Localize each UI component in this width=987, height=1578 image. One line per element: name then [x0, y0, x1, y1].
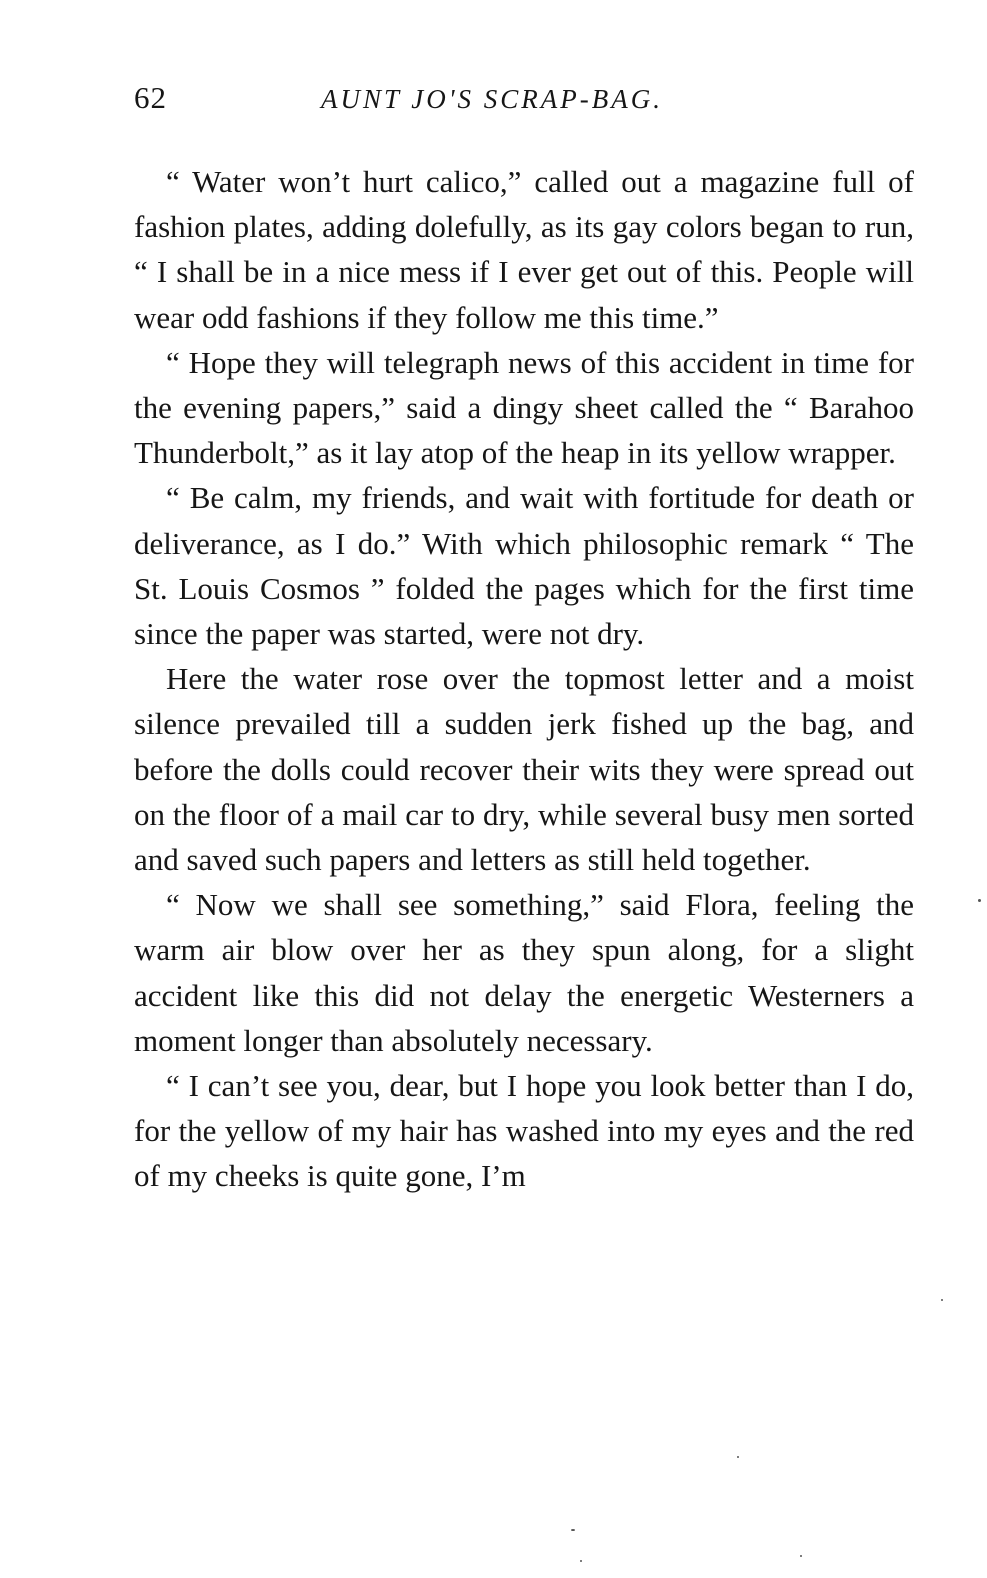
paragraph: “ Now we shall see something,” said Flora, feeling the warm air blow over her as they spun along, for a slight accident like this did not delay the energetic Westerners a moment longer than absolutely necessary. — [134, 887, 914, 1058]
paragraph: “ Be calm, my friends, and wait with fortitude for death or deliverance, as I do.” With which philosophic remark “ The St. Louis Cosmos ” folded the pages which for the first time since the paper was started, were not dry. — [134, 480, 914, 652]
paragraph: “ Water won’t hurt calico,” called out a magazine full of fashion plates, adding dolefully, as its gay colors began to run, “ I shall be in a nice mess if I ever get out of this. People will wear odd fashions if they follow me this time.” — [134, 164, 914, 335]
scan-speck — [580, 1560, 582, 1562]
scan-speck — [978, 899, 981, 902]
scan-speck — [941, 1299, 943, 1301]
scan-speck — [800, 1555, 802, 1557]
running-head: AUNT JO'S SCRAP-BAG. — [321, 84, 663, 114]
scan-speck — [737, 1456, 739, 1458]
scan-speck — [571, 1529, 575, 1531]
body-text — [134, 159, 914, 1199]
page-number: 62 — [134, 80, 167, 115]
paragraph: Here the water rose over the topmost letter and a moist silence prevailed till a sudden jerk fished up the bag, and before the dolls could recover their wits they were spread out on the floor of a mail car to dry, while several busy men sorted and saved such papers and letters as still held together. — [134, 661, 914, 878]
paragraph: “ Hope they will telegraph news of this accident in time for the evening papers,” said a dingy sheet called the “ Barahoo Thunderbolt,” as it lay atop of the heap in its yellow wrapper. — [134, 344, 914, 471]
paragraph: “ I can’t see you, dear, but I hope you look better than I do, for the yellow of my hair has washed into my eyes and the red of my cheeks is quite gone, I’m — [134, 1068, 914, 1194]
